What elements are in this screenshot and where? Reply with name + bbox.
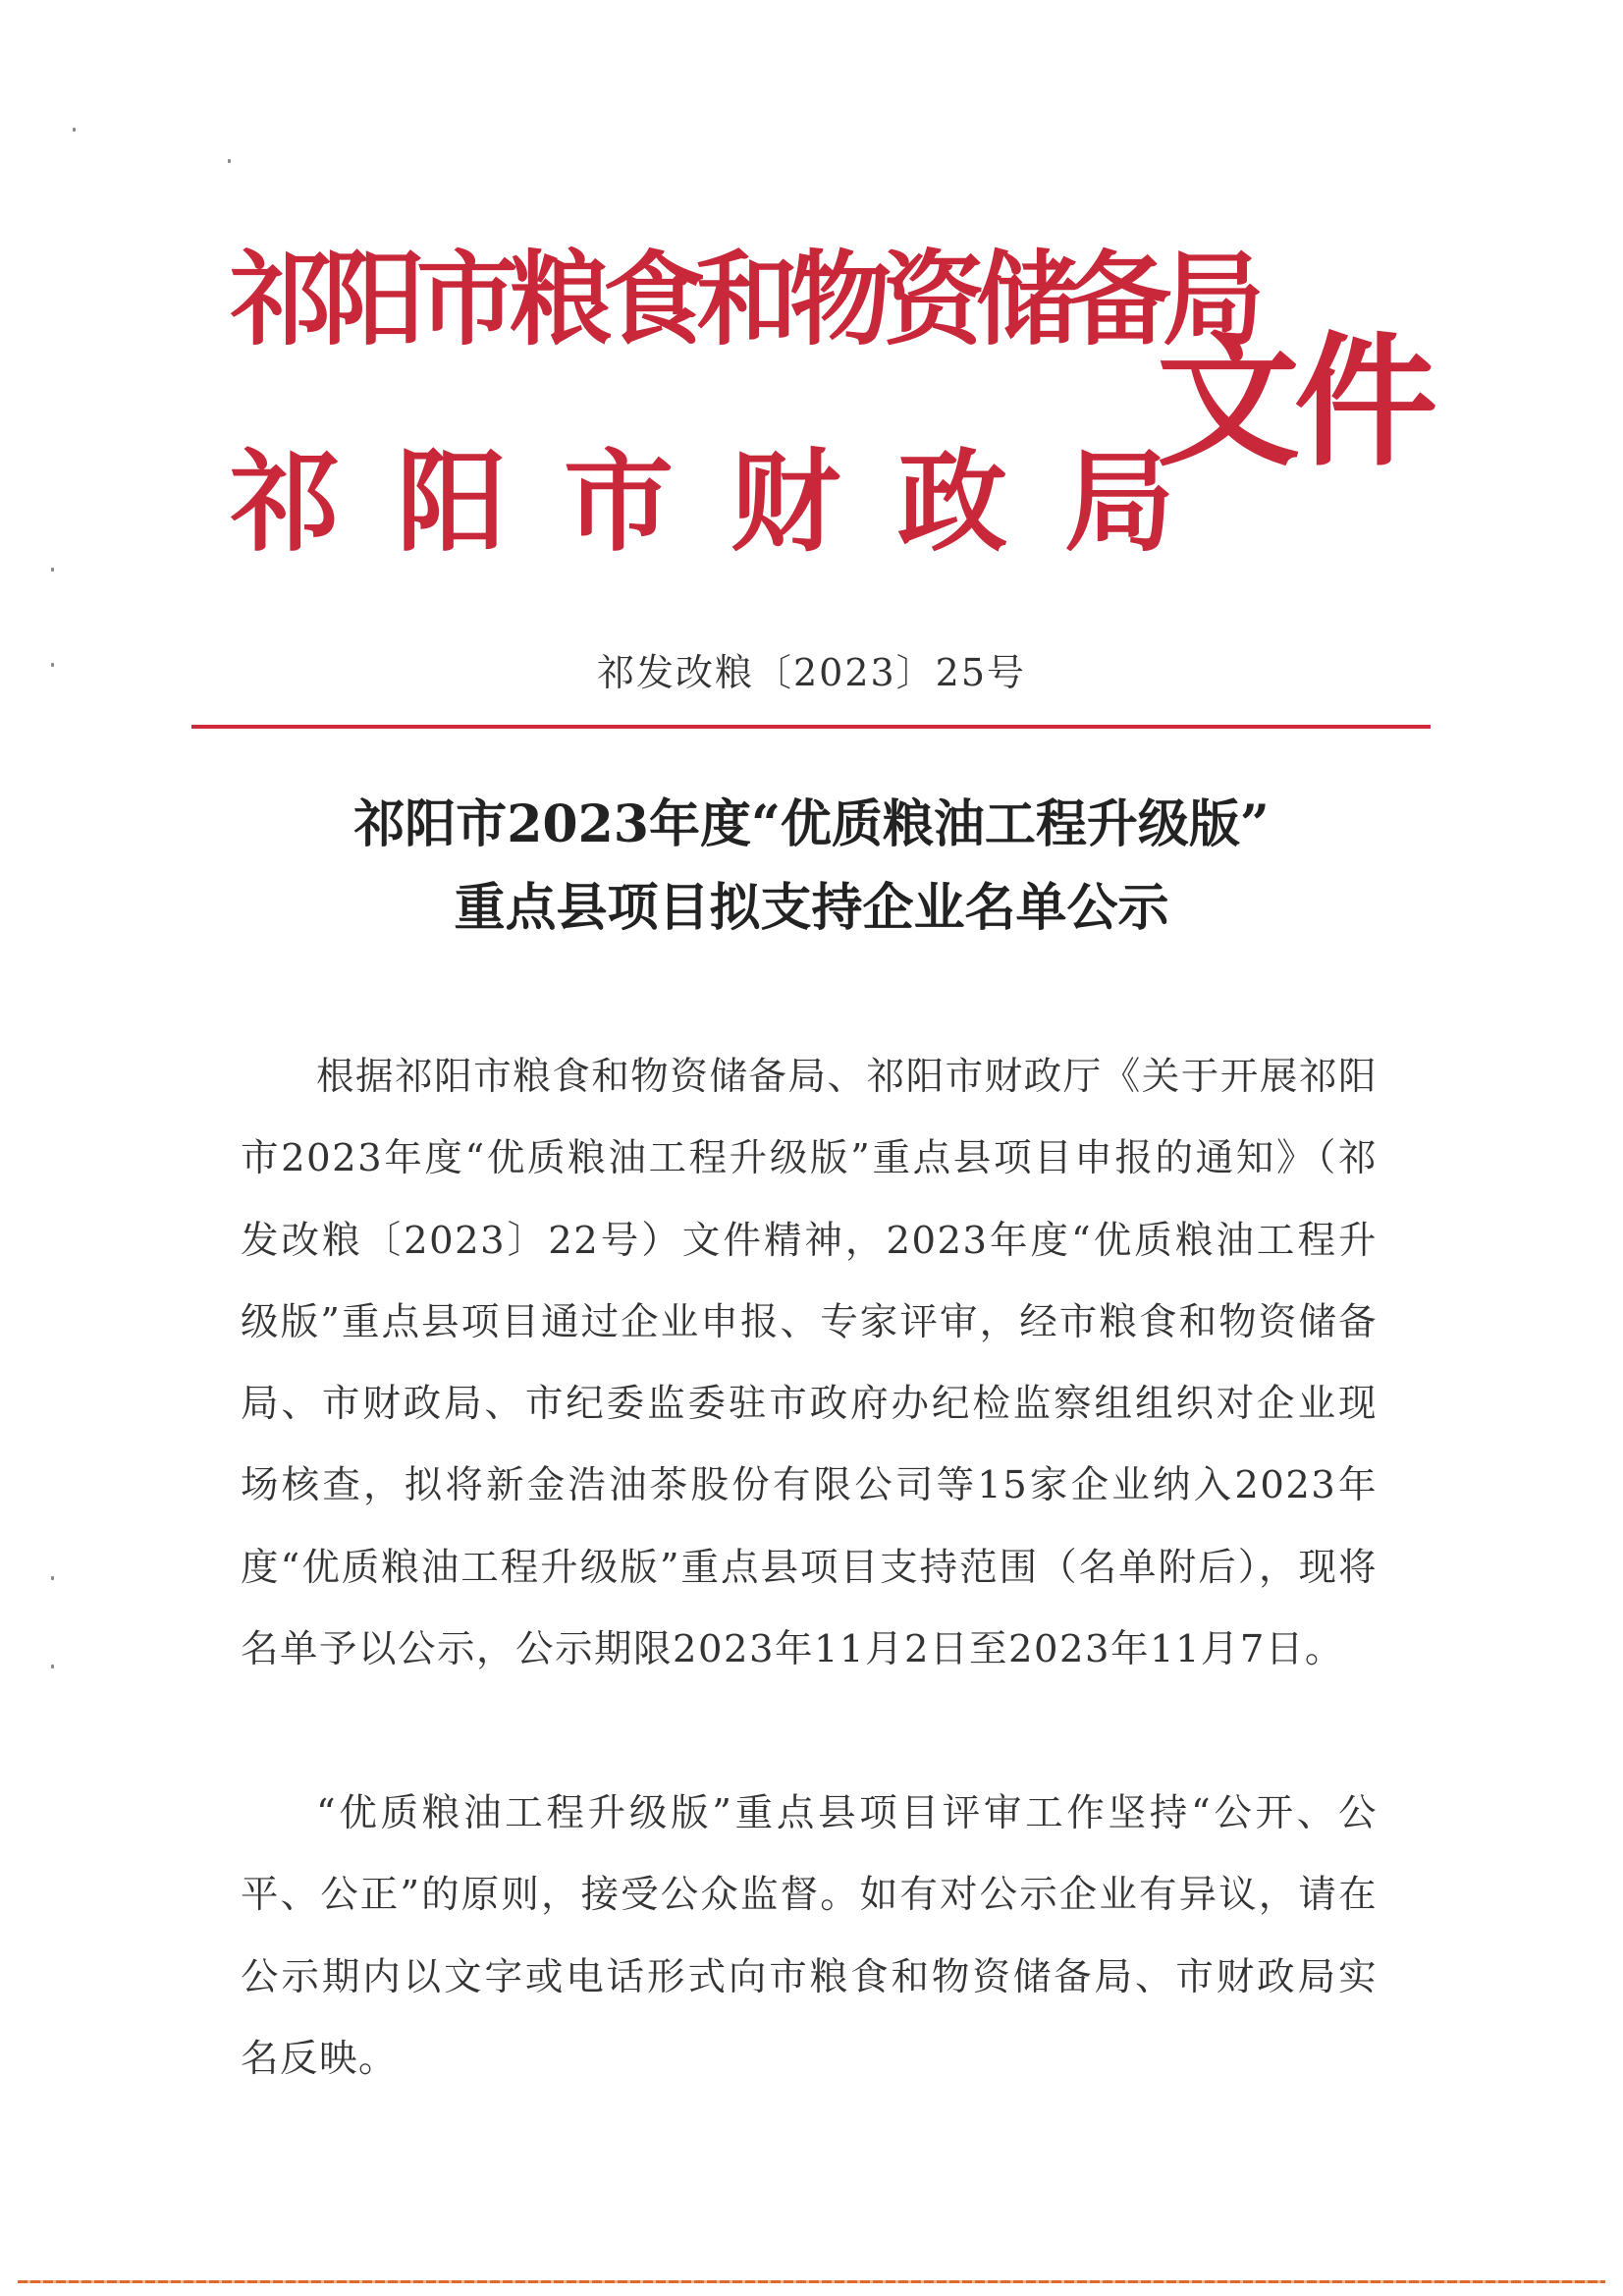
page-title-line2: 重点县项目拟支持企业名单公示	[454, 878, 1169, 938]
issuer-name-grain-bureau: 祁阳市粮食和物资储备局	[230, 239, 1257, 359]
scan-speck	[51, 568, 54, 572]
scan-speck	[51, 663, 54, 667]
body-paragraph-2: “优质粮油工程升级版”重点县项目评审工作坚持“公开、公平、公正”的原则，接受公众监督。如有对公示企业有异议，请在公示期内以文字或电话形式向市粮食和物资储备局、市财政局实名反映。	[241, 1791, 1378, 2081]
scan-speck	[228, 159, 231, 163]
bottom-border-line	[18, 2280, 1605, 2283]
scan-speck	[51, 1576, 54, 1580]
scan-speck	[51, 1665, 54, 1668]
document-label: 文件	[1157, 318, 1432, 486]
scan-speck	[73, 128, 76, 132]
page-title-line1: 祁阳市2023年度“优质粮油工程升级版”	[353, 794, 1270, 854]
body-paragraph-1: 根据祁阳市粮食和物资储备局、祁阳市财政厅《关于开展祁阳市2023年度“优质粮油工程升级版”重点县项目申报的通知》（祁发改粮〔2023〕22号）文件精神，2023年度“优质粮油工程升级版”重点县项目通过企业申报、专家评审，经市粮食和物资储备局、市财政局、市纪委监委驻市政府办纪检监察组组织对企业现场核查，拟将新金浩油茶股份有限公司等15家企业纳入2023年度“优质粮油工程升级版”重点县项目支持范围（名单附后），现将名单予以公示，公示期限2023年11月2日至2023年11月7日。	[241, 1055, 1378, 1672]
document-number: 祁发改粮〔2023〕25号	[596, 651, 1027, 694]
issuer-name-finance-bureau: 祁阳市财政局	[230, 438, 1231, 567]
header-divider	[191, 725, 1431, 729]
